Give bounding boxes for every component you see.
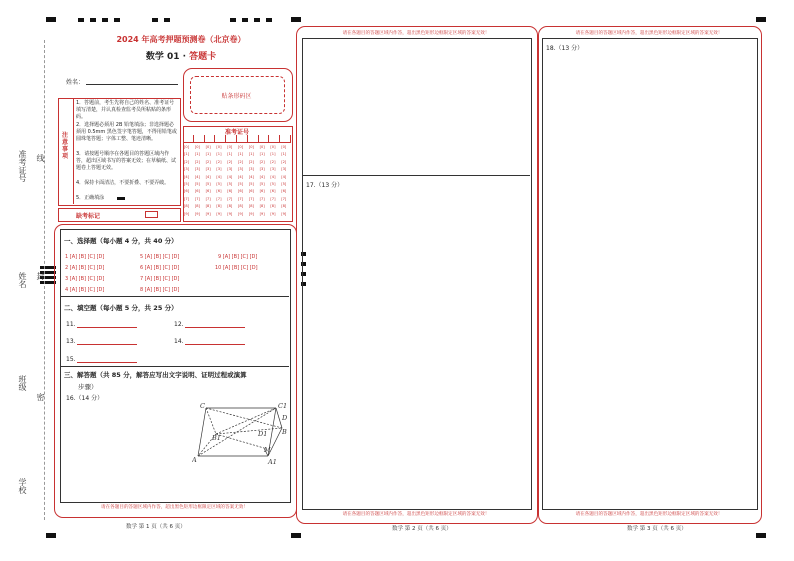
alignment-mark xyxy=(114,18,120,22)
ticket-digit-bubble[interactable]: [5] xyxy=(281,182,287,186)
ticket-write-box[interactable] xyxy=(248,135,259,143)
ticket-digit-bubble[interactable]: [2] xyxy=(216,159,222,164)
alignment-mark xyxy=(254,18,260,22)
page-footer-2: 数学 第 2 页（共 6 页） xyxy=(392,526,452,532)
alignment-mark xyxy=(152,18,158,22)
choice-q2[interactable]: 2 [A] [B] [C] [D] xyxy=(65,265,105,271)
ticket-digit-bubble[interactable]: [3] xyxy=(216,167,222,172)
note-item: 3．请按题号顺序在各题目的答题区域内作答，超出区域书写的答案无效；在草稿纸、试题卷上答题无效。 xyxy=(76,151,177,171)
alignment-mark xyxy=(291,533,301,538)
alignment-mark xyxy=(46,533,56,538)
ticket-digit-bubble[interactable]: [2] xyxy=(248,159,254,164)
ticket-digit-bubble[interactable]: [6] xyxy=(270,189,276,194)
figure-label: D xyxy=(282,414,288,422)
ticket-digit-bubble[interactable]: [5] xyxy=(238,182,244,186)
side-label-mi: 密 xyxy=(36,393,45,401)
filled-bubble-sample xyxy=(117,197,125,200)
name-field[interactable] xyxy=(86,84,178,85)
ticket-digit-bubble[interactable]: [1] xyxy=(194,152,200,157)
choice-q5[interactable]: 5 [A] [B] [C] [D] xyxy=(140,254,180,260)
ticket-digit-bubble[interactable]: [5] xyxy=(184,182,190,186)
question-16-label: 16.（14 分） xyxy=(66,395,104,402)
ticket-digit-bubble[interactable]: [8] xyxy=(216,204,222,209)
choice-q8[interactable]: 8 [A] [B] [C] [D] xyxy=(140,287,180,293)
ticket-digit-bubble[interactable]: [4] xyxy=(227,174,233,179)
ticket-digit-bubble[interactable]: [5] xyxy=(227,182,233,186)
ticket-write-box[interactable] xyxy=(205,135,216,143)
ticket-write-box[interactable] xyxy=(183,135,194,143)
ticket-digit-bubble[interactable]: [7] xyxy=(238,196,244,201)
side-label-xian: 线 xyxy=(36,154,45,162)
side-label-name: 姓名 xyxy=(18,272,27,288)
ticket-digit-bubble[interactable]: [7] xyxy=(184,196,190,201)
figure-label: M xyxy=(264,446,271,454)
exam-title: 2024 年高考押题预测卷（北京卷） xyxy=(116,35,246,44)
alignment-mark xyxy=(46,17,56,22)
note-item: 4．保持卡面清洁，不要折叠、不要弄破。 xyxy=(76,180,170,186)
ticket-write-box[interactable] xyxy=(237,135,248,143)
ticket-digit-bubble[interactable]: [8] xyxy=(248,204,254,209)
ticket-digit-bubble[interactable]: [4] xyxy=(270,174,276,179)
ticket-digit-bubble[interactable]: [6] xyxy=(281,189,287,194)
fill-line[interactable] xyxy=(77,338,137,345)
ticket-digit-bubble[interactable]: [3] xyxy=(205,167,211,172)
alignment-mark xyxy=(230,18,236,22)
fill-q15[interactable] xyxy=(66,356,137,363)
ticket-digit-bubble[interactable]: [5] xyxy=(270,182,276,186)
ticket-digit-bubble[interactable]: [4] xyxy=(238,174,244,179)
ticket-digit-bubble[interactable]: [5] xyxy=(194,182,200,186)
fill-line[interactable] xyxy=(77,321,137,328)
name-label: 姓名： xyxy=(66,79,85,86)
ticket-write-box[interactable] xyxy=(269,135,280,143)
ticket-digit-bubble[interactable]: [8] xyxy=(194,204,200,209)
ticket-digit-columns[interactable] xyxy=(183,135,291,220)
choice-q7[interactable]: 7 [A] [B] [C] [D] xyxy=(140,276,180,282)
ticket-digit-bubble[interactable]: [2] xyxy=(281,159,287,164)
ticket-digit-bubble[interactable]: [0] xyxy=(259,145,265,149)
ticket-digit-bubble[interactable]: [3] xyxy=(259,167,265,172)
ticket-digit-bubble[interactable]: [1] xyxy=(270,152,276,157)
figure-label: B1 xyxy=(212,434,221,442)
fill-label: 12. xyxy=(174,321,184,328)
alignment-mark xyxy=(756,533,766,538)
ticket-digit-bubble[interactable]: [2] xyxy=(205,159,211,164)
alignment-mark xyxy=(78,18,84,22)
ticket-digit-bubble[interactable]: [4] xyxy=(281,174,287,179)
ticket-digit-bubble[interactable]: [5] xyxy=(205,182,211,186)
absent-row-border xyxy=(58,208,181,222)
note-item: 1．答题前，考生先将自己的姓名、准考证号填写清楚，并认真检查监考员所粘贴的条形码。 xyxy=(76,100,175,120)
notice-top-2: 请在各题目的答题区域内作答，超出黑色矩形边框限定区域的答案无效！ xyxy=(342,31,490,36)
section3-title: 三、解答题（共 85 分，解答应写出文字说明、证明过程或演算 xyxy=(64,371,247,379)
notes-divider xyxy=(73,98,74,204)
figure-label: A1 xyxy=(268,458,277,464)
ticket-digit-bubble[interactable]: [9] xyxy=(259,211,265,216)
alignment-mark xyxy=(242,18,248,22)
fill-line[interactable] xyxy=(77,356,137,363)
ticket-digit-bubble[interactable]: [0] xyxy=(194,145,200,149)
fill-q12[interactable] xyxy=(174,321,245,328)
ticket-digit-bubble[interactable]: [8] xyxy=(238,204,244,209)
ticket-digit-bubble[interactable]: [6] xyxy=(194,189,200,194)
choice-q6[interactable]: 6 [A] [B] [C] [D] xyxy=(140,265,180,271)
ticket-digit-bubble[interactable]: [1] xyxy=(205,152,211,157)
question-18-label: 18.（13 分） xyxy=(546,45,584,52)
ticket-digit-bubble[interactable]: [1] xyxy=(184,152,190,157)
ticket-digit-bubble[interactable]: [5] xyxy=(216,182,222,186)
side-label-feng: 封 xyxy=(36,272,45,280)
ticket-digit-bubble[interactable]: [7] xyxy=(270,196,276,201)
ticket-digit-bubble[interactable]: [2] xyxy=(270,159,276,164)
choice-q3[interactable]: 3 [A] [B] [C] [D] xyxy=(65,276,105,282)
subject-name: 数学 01 xyxy=(145,52,180,62)
ticket-digit-bubble[interactable]: [9] xyxy=(248,211,254,216)
fill-label: 15. xyxy=(66,356,76,363)
ticket-digit-bubble[interactable]: [0] xyxy=(205,145,211,149)
note-item: 2．选择题必须用 2B 铅笔填涂；非选择题必须用 0.5mm 黑色签字笔答题，不得用铅笔或圆珠笔答题；字体工整、笔迹清晰。 xyxy=(76,122,177,142)
ticket-digit-bubble[interactable]: [0] xyxy=(270,145,276,149)
ticket-digit-bubble[interactable]: [8] xyxy=(281,204,287,209)
ticket-digit-bubble[interactable]: [0] xyxy=(184,145,190,149)
ticket-digit-bubble[interactable]: [4] xyxy=(248,174,254,179)
alignment-mark xyxy=(266,18,272,22)
ticket-digit-bubble[interactable]: [4] xyxy=(259,174,265,179)
ticket-digit-bubble[interactable]: [7] xyxy=(259,196,265,201)
ticket-digit-bubble[interactable]: [3] xyxy=(194,167,200,172)
ticket-digit-bubble[interactable]: [8] xyxy=(259,204,265,209)
ticket-digit-bubble[interactable]: [6] xyxy=(184,189,190,194)
ticket-digit-bubble[interactable]: [8] xyxy=(184,204,190,209)
barcode-label: 贴条形码区 xyxy=(221,93,252,100)
ticket-write-box[interactable] xyxy=(215,135,226,143)
answer-region-2 xyxy=(302,38,532,510)
ticket-digit-bubble[interactable]: [8] xyxy=(205,204,211,209)
ticket-digit-bubble[interactable]: [7] xyxy=(248,196,254,201)
ticket-digit-bubble[interactable]: [5] xyxy=(248,182,254,186)
alignment-mark xyxy=(756,17,766,22)
figure-label: C1 xyxy=(278,402,288,410)
fill-label: 13. xyxy=(66,338,76,345)
note-item: 5．正确填涂 xyxy=(76,195,105,201)
question-divider xyxy=(302,175,530,176)
ticket-digit-bubble[interactable]: [5] xyxy=(259,182,265,186)
fill-q13[interactable] xyxy=(66,338,137,345)
ticket-digit-bubble[interactable]: [2] xyxy=(194,159,200,164)
absent-mark-label: 缺考标记 xyxy=(76,213,101,220)
fill-q14[interactable] xyxy=(174,338,245,345)
ticket-digit-bubble[interactable]: [3] xyxy=(270,167,276,172)
ticket-digit-bubble[interactable]: [7] xyxy=(216,196,222,201)
ticket-write-box[interactable] xyxy=(259,135,270,143)
fill-label: 14. xyxy=(174,338,184,345)
side-label-ticket: 准考证号 xyxy=(18,150,27,182)
figure-label: A xyxy=(192,456,197,464)
ticket-digit-bubble[interactable]: [1] xyxy=(281,152,287,157)
ticket-digit-bubble[interactable]: [6] xyxy=(216,189,222,194)
ticket-digit-bubble[interactable]: [1] xyxy=(248,152,254,157)
ticket-digit-bubble[interactable]: [9] xyxy=(205,211,211,216)
ticket-digit-bubble[interactable]: [9] xyxy=(227,211,233,216)
ticket-digit-bubble[interactable]: [6] xyxy=(238,189,244,194)
choice-q1[interactable]: 1 [A] [B] [C] [D] xyxy=(65,254,105,260)
ticket-digit-bubble[interactable]: [3] xyxy=(281,167,287,172)
fill-line[interactable] xyxy=(185,321,245,328)
ticket-digit-bubble[interactable]: [4] xyxy=(194,174,200,179)
ticket-digit-bubble[interactable]: [9] xyxy=(184,211,190,216)
ticket-digit-bubble[interactable]: [0] xyxy=(216,145,222,149)
ticket-digit-bubble[interactable]: [1] xyxy=(227,152,233,157)
notice-top-3: 请在各题目的答题区域内作答，超出黑色矩形边框限定区域的答案无效！ xyxy=(575,31,723,36)
ticket-digit-bubble[interactable]: [9] xyxy=(281,211,287,216)
ticket-digit-bubble[interactable]: [3] xyxy=(238,167,244,172)
ticket-digit-bubble[interactable]: [7] xyxy=(194,196,200,201)
fill-label: 11. xyxy=(66,321,76,328)
page-footer-3: 数学 第 3 页（共 6 页） xyxy=(627,526,687,532)
binding-line xyxy=(44,40,45,520)
ticket-digit-bubble[interactable]: [6] xyxy=(259,189,265,194)
alignment-mark xyxy=(90,18,96,22)
side-label-class: 班级 xyxy=(18,375,27,391)
alignment-mark xyxy=(102,18,108,22)
answer-region-3 xyxy=(542,38,758,510)
notice-bottom-3: 请在各题目的答题区域内作答，超出黑色矩形边框限定区域的答案无效！ xyxy=(575,512,723,517)
ticket-digit-bubble[interactable]: [0] xyxy=(238,145,244,149)
ticket-digit-bubble[interactable]: [2] xyxy=(259,159,265,164)
figure-label: C xyxy=(200,402,205,410)
side-label-school: 学校 xyxy=(18,478,27,494)
ticket-digit-bubble[interactable]: [6] xyxy=(227,189,233,194)
ticket-digit-bubble[interactable]: [9] xyxy=(194,211,200,216)
ticket-digit-bubble[interactable]: [7] xyxy=(227,196,233,201)
notice-bottom-1: 请在各题目的答题区域内作答，超出黑色矩形边框限定区域的答案无效！ xyxy=(100,505,248,510)
subject-separator: · xyxy=(179,52,190,62)
answer-card-label: 答题卡 xyxy=(189,52,217,62)
section-divider xyxy=(60,366,289,367)
alignment-mark xyxy=(164,18,170,22)
ticket-write-box[interactable] xyxy=(280,135,291,143)
ticket-number-label: 准考证号 xyxy=(224,129,249,136)
section2-title: 二、填空题（每小题 5 分，共 25 分） xyxy=(64,304,178,312)
ticket-digit-bubble[interactable]: [1] xyxy=(238,152,244,157)
question-17-label: 17.（13 分） xyxy=(306,182,344,189)
ticket-digit-bubble[interactable]: [1] xyxy=(259,152,265,157)
ticket-digit-bubble[interactable]: [4] xyxy=(205,174,211,179)
ticket-digit-bubble[interactable]: [7] xyxy=(281,196,287,201)
ticket-digit-bubble[interactable]: [1] xyxy=(216,152,222,157)
ticket-digit-bubble[interactable]: [0] xyxy=(281,145,287,149)
ticket-digit-bubble[interactable]: [3] xyxy=(248,167,254,172)
section-divider xyxy=(60,296,289,297)
ticket-digit-bubble[interactable]: [3] xyxy=(184,167,190,172)
figure-label: D1 xyxy=(258,430,268,438)
ticket-digit-bubble[interactable]: [9] xyxy=(238,211,244,216)
ticket-digit-bubble[interactable]: [4] xyxy=(216,174,222,179)
ticket-digit-bubble[interactable]: [2] xyxy=(238,159,244,164)
ticket-digit-bubble[interactable]: [6] xyxy=(205,189,211,194)
ticket-digit-bubble[interactable]: [4] xyxy=(184,174,190,179)
ticket-write-box[interactable] xyxy=(194,135,205,143)
choice-q9[interactable]: 9 [A] [B] [C] [D] xyxy=(218,254,258,260)
ticket-digit-bubble[interactable]: [9] xyxy=(270,211,276,216)
notes-label: 注意事项 xyxy=(62,132,69,160)
ticket-digit-bubble[interactable]: [3] xyxy=(227,167,233,172)
section1-title: 一、选择题（每小题 4 分，共 40 分） xyxy=(64,237,178,245)
figure-label: B xyxy=(282,428,287,436)
notice-bottom-2: 请在各题目的答题区域内作答，超出黑色矩形边框限定区域的答案无效！ xyxy=(342,512,490,517)
ticket-digit-bubble[interactable]: [7] xyxy=(205,196,211,201)
subject-title xyxy=(66,49,296,62)
ticket-digit-bubble[interactable]: [0] xyxy=(248,145,254,149)
fill-line[interactable] xyxy=(185,338,245,345)
ticket-digit-bubble[interactable]: [6] xyxy=(248,189,254,194)
section3-title-cont: 步骤） xyxy=(78,383,98,391)
choice-q10[interactable]: 10 [A] [B] [C] [D] xyxy=(215,265,258,271)
alignment-mark xyxy=(291,17,301,22)
ticket-digit-bubble[interactable]: [2] xyxy=(227,159,233,164)
fill-q11[interactable] xyxy=(66,321,137,328)
ticket-write-box[interactable] xyxy=(226,135,237,143)
ticket-digit-bubble[interactable]: [8] xyxy=(227,204,233,209)
ticket-digit-bubble[interactable]: [8] xyxy=(270,204,276,209)
page-footer-1: 数学 第 1 页（共 6 页） xyxy=(126,524,186,530)
prism-figure xyxy=(192,400,288,464)
ticket-digit-bubble[interactable]: [2] xyxy=(184,159,190,164)
ticket-digit-bubble[interactable]: [9] xyxy=(216,211,222,216)
ticket-digit-bubble[interactable]: [0] xyxy=(227,145,233,149)
choice-q4[interactable]: 4 [A] [B] [C] [D] xyxy=(65,287,105,293)
